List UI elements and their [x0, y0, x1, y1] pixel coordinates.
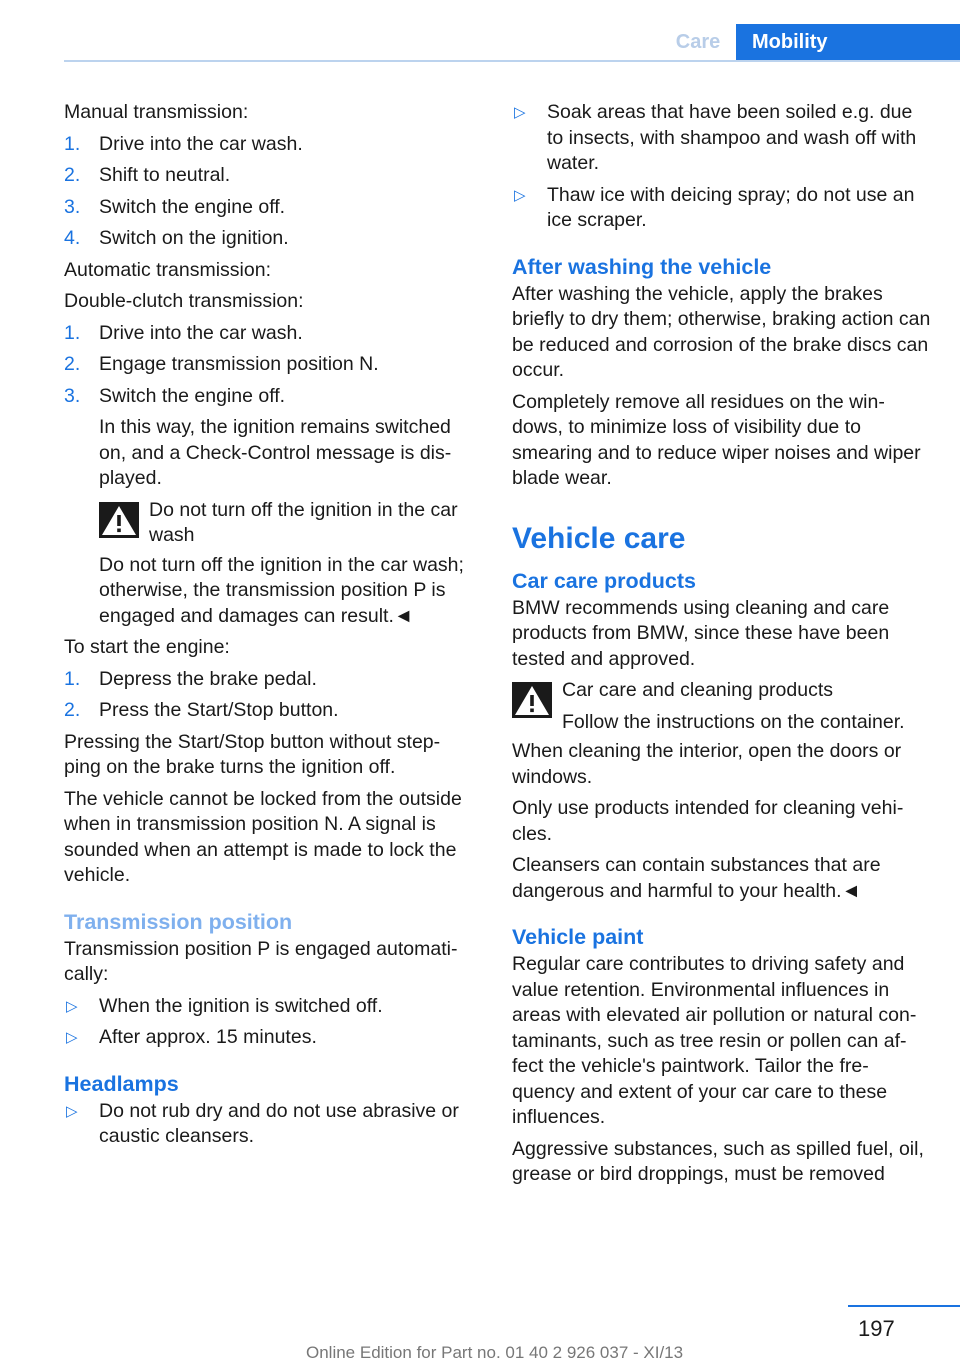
warning-title: Car care and cleaning products	[562, 679, 833, 701]
cleansers-paragraph: Cleansers can contain substances that are dangerous and harmful to your health.◄	[512, 854, 881, 902]
automatic-transmission-label: Automatic transmission:	[64, 258, 271, 281]
right-column	[512, 100, 932, 1194]
list-item: 2. Engage transmission position N.	[64, 353, 379, 375]
footer-rule	[848, 1305, 960, 1307]
vehicle-paint-paragraph-1: Regular care contributes to driving safety and value retention. Environmental influences in areas with elevated air pollution or natural con‐ taminants, such as tree resin or pollen can af‐ fect the vehicle's paintwork. Tailor the fre‐ quency and extent of your car care to these influences.	[512, 953, 917, 1128]
washing-bullets	[512, 100, 932, 234]
tab-care[interactable]: Care	[675, 31, 721, 53]
bullet-triangle-icon: ▷	[66, 1029, 78, 1046]
vehicle-paint-paragraph-2: Aggressive substances, such as spilled fuel, oil, grease or bird droppings, must be removed	[512, 1137, 924, 1185]
dct-note: In this way, the ignition remains switched on, and a Check-Control message is dis‐ played.	[99, 416, 452, 489]
transmission-position-heading: Transmission position	[64, 909, 293, 934]
vehicle-care-heading: Vehicle care	[512, 521, 686, 555]
manual-transmission-label: Manual transmission:	[64, 101, 249, 123]
page-number: 197	[858, 1316, 895, 1341]
warning-text: Follow the instructions on the container.	[562, 710, 905, 733]
lock-paragraph: The vehicle cannot be locked from the outside when in transmission position N. A signal is sounded when an attempt is made to lock the vehicle.	[64, 787, 462, 886]
list-item: 3. Switch the engine off.	[64, 195, 286, 218]
after-washing-heading: After washing the vehicle	[512, 254, 772, 279]
list-item: ▷ After approx. 15 minutes.	[64, 1025, 478, 1051]
list-item: ▷ Do not rub dry and do not use abrasive or caustic cleansers.	[66, 1099, 459, 1147]
products-only-paragraph: Only use products intended for cleaning vehi‐ cles.	[512, 797, 904, 845]
list-item: 2. Shift to neutral.	[64, 164, 231, 186]
car-care-products-heading: Car care products	[512, 568, 697, 593]
list-item: 1. Drive into the car wash.	[64, 132, 303, 155]
warning-icon	[512, 682, 552, 718]
after-washing-paragraph-1: After washing the vehicle, apply the brakes briefly to dry them; otherwise, braking action can be reduced and corrosion of the brake discs can occur.	[512, 282, 931, 381]
start-steps	[64, 667, 478, 724]
transmission-list	[64, 994, 478, 1051]
warning-box	[512, 678, 932, 735]
list-item: 4. Switch on the ignition.	[64, 227, 289, 249]
tab-mobility[interactable]: Mobility	[736, 24, 960, 61]
warning-box	[99, 498, 478, 549]
start-stop-paragraph: Pressing the Start/Stop button without step‐ ping on the brake turns the ignition off.	[64, 730, 441, 778]
bullet-triangle-icon: ▷	[514, 186, 526, 204]
vehicle-paint-heading: Vehicle paint	[512, 925, 644, 949]
after-washing-paragraph-2: Completely remove all residues on the win‐ dows, to minimize loss of visibility due to smearing and to reduce wiper noises and wiper blade wear.	[512, 390, 921, 489]
left-column	[64, 100, 478, 1156]
headlamps-heading: Headlamps	[64, 1071, 179, 1096]
list-item: ▷ Thaw ice with deicing spray; do not use an ice scraper.	[514, 183, 915, 231]
transmission-position-text: Transmission position P is engaged automati‐ cally:	[64, 937, 458, 985]
headlamps-list	[64, 1099, 478, 1150]
list-item: 2. Press the Start/Stop button.	[64, 699, 339, 721]
interior-paragraph: When cleaning the interior, open the doors or windows.	[512, 740, 902, 788]
start-engine-label: To start the engine:	[64, 636, 230, 658]
car-care-products-paragraph: BMW recommends using cleaning and care products from BMW, since these have been tested and approved.	[512, 596, 890, 670]
list-item: 1. Depress the brake pedal.	[64, 667, 317, 690]
manual-steps	[64, 132, 478, 252]
dct-steps	[64, 321, 478, 630]
list-item: 3. Switch the engine off. In this way, the ignition remains switched on, and a Check-Control message is dis‐ played. Do not turn off the ignition in the car wash Do not turn off the ignition in the car wash; otherwise, the transmission position P is engaged and damages can result.◄	[64, 384, 478, 630]
bullet-triangle-icon: ▷	[66, 997, 78, 1015]
edition-text: Online Edition for Part no. 01 40 2 926 037 - XI/13	[306, 1343, 684, 1362]
bullet-triangle-icon: ▷	[514, 104, 526, 121]
list-item: ▷ Soak areas that have been soiled e.g. due to insects, with shampoo and wash off with water.	[514, 101, 917, 174]
list-item: ▷ When the ignition is switched off.	[64, 994, 478, 1020]
warning-icon	[99, 502, 139, 538]
double-clutch-label: Double-clutch transmission:	[64, 290, 304, 312]
warning-text: Do not turn off the ignition in the car wash; otherwise, the transmission position P is engaged and damages can result.◄	[99, 553, 464, 627]
bullet-triangle-icon: ▷	[66, 1102, 78, 1120]
list-item: 1. Drive into the car wash.	[64, 321, 303, 344]
header-rule	[64, 60, 960, 62]
warning-title: Do not turn off the ignition in the car wash	[149, 498, 458, 546]
